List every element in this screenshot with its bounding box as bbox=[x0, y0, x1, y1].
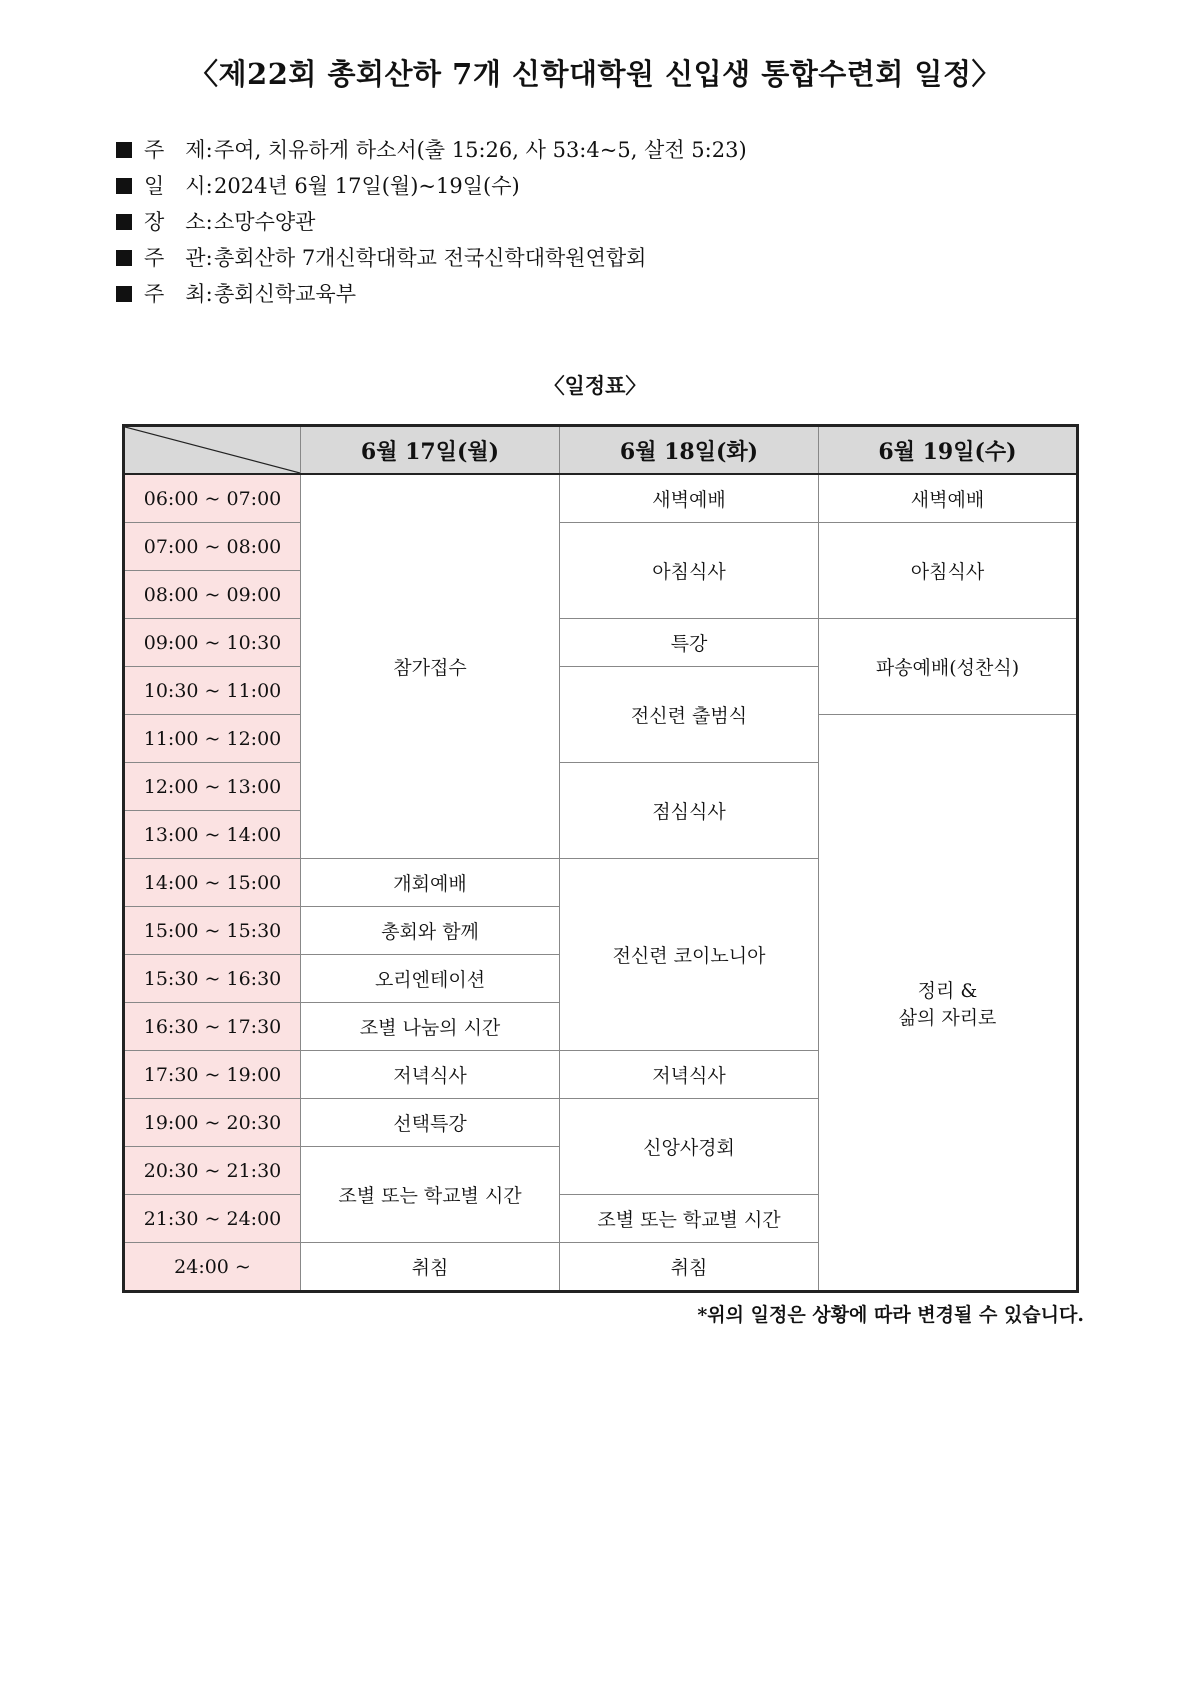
wrap-up-line-2: 삶의 자리로 bbox=[898, 1006, 997, 1029]
info-value: 총회신학교육부 bbox=[214, 282, 357, 306]
time-slot: 16:30 ~ 17:30 bbox=[124, 1003, 301, 1051]
square-bullet-icon bbox=[116, 142, 132, 158]
event-testimony: 신앙사경회 bbox=[560, 1099, 819, 1195]
info-row-place bbox=[116, 204, 747, 240]
event-info-list bbox=[116, 132, 747, 312]
event-elective-lecture: 선택특강 bbox=[301, 1099, 560, 1147]
event-orientation: 오리엔테이션 bbox=[301, 955, 560, 1003]
event-launch-ceremony: 전신련 출범식 bbox=[560, 667, 819, 763]
event-lunch: 점심식사 bbox=[560, 763, 819, 859]
event-koinonia: 전신련 코이노니아 bbox=[560, 859, 819, 1051]
event-sleep-day2: 취침 bbox=[560, 1243, 819, 1292]
event-breakfast-day3: 아침식사 bbox=[819, 523, 1078, 619]
day-header-2: 6월 18일(화) bbox=[560, 426, 819, 475]
time-slot: 21:30 ~ 24:00 bbox=[124, 1195, 301, 1243]
event-dinner-day2: 저녁식사 bbox=[560, 1051, 819, 1099]
time-slot: 11:00 ~ 12:00 bbox=[124, 715, 301, 763]
info-label: 장 소: bbox=[144, 210, 213, 234]
info-value: 총회산하 7개신학대학교 전국신학대학원연합회 bbox=[214, 246, 647, 270]
time-slot: 09:00 ~ 10:30 bbox=[124, 619, 301, 667]
event-opening-worship: 개회예배 bbox=[301, 859, 560, 907]
time-slot: 10:30 ~ 11:00 bbox=[124, 667, 301, 715]
square-bullet-icon bbox=[116, 250, 132, 266]
time-slot: 06:00 ~ 07:00 bbox=[124, 474, 301, 523]
schedule-change-note: *위의 일정은 상황에 따라 변경될 수 있습니다. bbox=[697, 1304, 1084, 1326]
schedule-subtitle: 〈일정표〉 bbox=[543, 373, 647, 398]
square-bullet-icon bbox=[116, 214, 132, 230]
time-slot: 13:00 ~ 14:00 bbox=[124, 811, 301, 859]
event-group-time-day1: 조별 또는 학교별 시간 bbox=[301, 1147, 560, 1243]
info-value: 소망수양관 bbox=[214, 210, 316, 234]
time-slot: 24:00 ~ bbox=[124, 1243, 301, 1292]
day-header-1: 6월 17일(월) bbox=[301, 426, 560, 475]
info-row-date bbox=[116, 168, 747, 204]
time-slot: 07:00 ~ 08:00 bbox=[124, 523, 301, 571]
event-sleep-day1: 취침 bbox=[301, 1243, 560, 1292]
event-registration: 참가접수 bbox=[301, 474, 560, 859]
event-group-time-day2: 조별 또는 학교별 시간 bbox=[560, 1195, 819, 1243]
event-breakfast-day2: 아침식사 bbox=[560, 523, 819, 619]
time-slot: 20:30 ~ 21:30 bbox=[124, 1147, 301, 1195]
diagonal-line-icon bbox=[125, 427, 300, 473]
time-slot: 14:00 ~ 15:00 bbox=[124, 859, 301, 907]
time-slot: 15:00 ~ 15:30 bbox=[124, 907, 301, 955]
corner-header-cell bbox=[124, 426, 301, 475]
time-slot: 12:00 ~ 13:00 bbox=[124, 763, 301, 811]
time-slot: 19:00 ~ 20:30 bbox=[124, 1099, 301, 1147]
time-slot: 17:30 ~ 19:00 bbox=[124, 1051, 301, 1099]
event-with-assembly: 총회와 함께 bbox=[301, 907, 560, 955]
square-bullet-icon bbox=[116, 286, 132, 302]
time-slot: 08:00 ~ 09:00 bbox=[124, 571, 301, 619]
info-label: 주 관: bbox=[144, 246, 213, 270]
info-label: 주 최: bbox=[144, 282, 213, 306]
event-special-lecture: 특강 bbox=[560, 619, 819, 667]
event-dawn-worship-day3: 새벽예배 bbox=[819, 474, 1078, 523]
event-group-sharing: 조별 나눔의 시간 bbox=[301, 1003, 560, 1051]
info-row-host bbox=[116, 276, 747, 312]
info-label: 주 제: bbox=[144, 138, 213, 162]
event-dawn-worship-day2: 새벽예배 bbox=[560, 474, 819, 523]
schedule-table bbox=[122, 424, 1079, 1293]
info-value: 주여, 치유하게 하소서(출 15:26, 사 53:4~5, 살전 5:23) bbox=[214, 138, 747, 162]
time-slot: 15:30 ~ 16:30 bbox=[124, 955, 301, 1003]
event-dinner-day1: 저녁식사 bbox=[301, 1051, 560, 1099]
square-bullet-icon bbox=[116, 178, 132, 194]
info-row-theme bbox=[116, 132, 747, 168]
event-wrap-up bbox=[819, 715, 1078, 1292]
info-label: 일 시: bbox=[144, 174, 213, 198]
page-title: 〈제22회 총회산하 7개 신학대학원 신입생 통합수련회 일정〉 bbox=[189, 57, 1001, 91]
info-value: 2024년 6월 17일(월)~19일(수) bbox=[214, 174, 520, 198]
wrap-up-line-1: 정리 & bbox=[917, 979, 978, 1002]
event-sending-worship: 파송예배(성찬식) bbox=[819, 619, 1078, 715]
day-header-3: 6월 19일(수) bbox=[819, 426, 1078, 475]
info-row-organizer bbox=[116, 240, 747, 276]
